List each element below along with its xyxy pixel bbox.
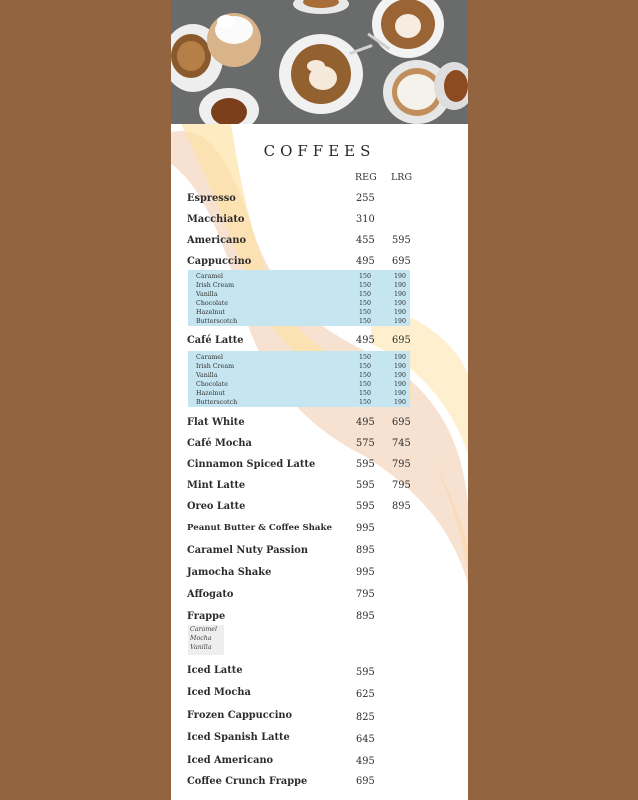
item-reg-price: 595 <box>356 667 375 678</box>
menu-item-iced-americano <box>187 755 427 769</box>
frappe-flavour: Vanilla <box>190 644 212 651</box>
flavour-row <box>196 318 406 327</box>
item-lrg-price: 595 <box>392 235 411 246</box>
menu-item-oreo-latte <box>187 501 427 515</box>
item-name: Peanut Butter & Coffee Shake <box>187 523 332 533</box>
flavour-row <box>196 354 406 363</box>
item-name: Iced Americano <box>187 755 274 766</box>
item-name: Mint Latte <box>187 480 246 491</box>
menu-item-cinnamon-spiced-latte <box>187 459 427 473</box>
flavour-row <box>196 282 406 291</box>
flavour-reg-price: 150 <box>359 354 372 361</box>
item-reg-price: 455 <box>356 235 375 246</box>
flavour-name: Irish Cream <box>196 282 235 289</box>
flavour-row <box>196 399 406 408</box>
item-name: Frozen Cappuccino <box>187 710 293 721</box>
flavour-lrg-price: 190 <box>394 309 407 316</box>
flavour-reg-price: 150 <box>359 381 372 388</box>
menu-item-peanut-butter-shake <box>187 523 427 537</box>
item-name: Iced Spanish Latte <box>187 732 290 743</box>
item-name: Cinnamon Spiced Latte <box>187 459 316 470</box>
flavour-row <box>196 300 406 309</box>
item-reg-price: 595 <box>356 480 375 491</box>
lrg-column-header: LRG <box>391 172 413 183</box>
item-name: Macchiato <box>187 214 245 225</box>
flavour-name: Chocolate <box>196 381 229 388</box>
flavour-reg-price: 150 <box>359 372 372 379</box>
menu-item-caramel-nuty-passion <box>187 545 427 559</box>
flavour-lrg-price: 190 <box>394 291 407 298</box>
flavour-lrg-price: 190 <box>394 354 407 361</box>
flavour-lrg-price: 190 <box>394 363 407 370</box>
menu-item-iced-spanish-latte <box>187 732 427 746</box>
flavour-name: Caramel <box>196 273 224 280</box>
item-reg-price: 895 <box>356 611 375 622</box>
flavour-row <box>196 273 406 282</box>
frappe-flavour: Caramel <box>190 626 218 633</box>
item-lrg-price: 795 <box>392 459 411 470</box>
menu-item-coffee-crunch-frappe <box>187 776 427 790</box>
item-reg-price: 595 <box>356 501 375 512</box>
flavour-reg-price: 150 <box>359 282 372 289</box>
item-reg-price: 495 <box>356 335 375 346</box>
flavour-lrg-price: 190 <box>394 318 407 325</box>
menu-item-jamocha-shake <box>187 567 427 581</box>
menu-item-americano <box>187 235 427 249</box>
item-lrg-price: 695 <box>392 256 411 267</box>
item-reg-price: 310 <box>356 214 375 225</box>
item-name: Café Latte <box>187 335 244 346</box>
flavour-reg-price: 150 <box>359 399 372 406</box>
flavour-reg-price: 150 <box>359 390 372 397</box>
flavour-name: Butterscotch <box>196 399 238 406</box>
flavour-name: Hazelnut <box>196 390 225 397</box>
menu-item-cafe-mocha <box>187 438 427 452</box>
item-lrg-price: 795 <box>392 480 411 491</box>
item-name: Cappuccino <box>187 256 252 267</box>
item-lrg-price: 695 <box>392 335 411 346</box>
flavour-name: Vanilla <box>196 291 218 298</box>
menu-item-espresso <box>187 193 427 207</box>
flavour-row <box>196 372 406 381</box>
flavour-name: Chocolate <box>196 300 229 307</box>
frappe-flavour: Mocha <box>190 635 212 642</box>
item-reg-price: 255 <box>356 193 375 204</box>
menu-item-frappe <box>187 611 427 625</box>
item-name: Iced Mocha <box>187 687 251 698</box>
flavour-reg-price: 150 <box>359 363 372 370</box>
flavour-row <box>196 390 406 399</box>
flavour-name: Hazelnut <box>196 309 225 316</box>
cappuccino-flavour-box <box>188 270 410 326</box>
item-reg-price: 825 <box>356 712 375 723</box>
item-name: Caramel Nuty Passion <box>187 545 308 556</box>
flavour-reg-price: 150 <box>359 300 372 307</box>
menu-item-affogato <box>187 589 427 603</box>
item-reg-price: 575 <box>356 438 375 449</box>
flavour-lrg-price: 190 <box>394 273 407 280</box>
flavour-lrg-price: 190 <box>394 399 407 406</box>
menu-item-iced-mocha <box>187 687 427 701</box>
menu-item-iced-latte <box>187 665 427 679</box>
item-lrg-price: 745 <box>392 438 411 449</box>
item-name: Oreo Latte <box>187 501 246 512</box>
menu-item-macchiato <box>187 214 427 228</box>
flavour-lrg-price: 190 <box>394 300 407 307</box>
item-reg-price: 995 <box>356 523 375 534</box>
menu-title: COFFEES <box>263 142 376 160</box>
item-name: Café Mocha <box>187 438 252 449</box>
flavour-reg-price: 150 <box>359 291 372 298</box>
item-lrg-price: 895 <box>392 501 411 512</box>
item-name: Iced Latte <box>187 665 243 676</box>
item-reg-price: 995 <box>356 567 375 578</box>
flavour-reg-price: 150 <box>359 318 372 325</box>
flavour-row <box>196 363 406 372</box>
menu-item-cappuccino <box>187 256 427 270</box>
item-reg-price: 495 <box>356 417 375 428</box>
flavour-name: Vanilla <box>196 372 218 379</box>
flavour-lrg-price: 190 <box>394 390 407 397</box>
flavour-lrg-price: 190 <box>394 372 407 379</box>
item-reg-price: 595 <box>356 459 375 470</box>
menu-item-flat-white <box>187 417 427 431</box>
flavour-lrg-price: 190 <box>394 381 407 388</box>
item-name: Coffee Crunch Frappe <box>187 776 308 787</box>
item-reg-price: 695 <box>356 776 375 787</box>
latte-flavour-box <box>188 351 410 407</box>
menu-item-frozen-cappuccino <box>187 710 427 724</box>
flavour-name: Caramel <box>196 354 224 361</box>
flavour-name: Butterscotch <box>196 318 238 325</box>
item-name: Frappe <box>187 611 226 622</box>
reg-column-header: REG <box>355 172 377 183</box>
item-name: Jamocha Shake <box>187 567 272 578</box>
item-name: Affogato <box>187 589 234 600</box>
item-reg-price: 895 <box>356 545 375 556</box>
coffee-cups-photo <box>171 0 468 124</box>
item-reg-price: 495 <box>356 756 375 767</box>
flavour-name: Irish Cream <box>196 363 235 370</box>
menu-item-mint-latte <box>187 480 427 494</box>
flavour-row <box>196 309 406 318</box>
menu-panel <box>171 0 468 800</box>
item-reg-price: 645 <box>356 734 375 745</box>
frappe-flavour-box <box>188 625 224 655</box>
item-lrg-price: 695 <box>392 417 411 428</box>
item-reg-price: 625 <box>356 689 375 700</box>
flavour-reg-price: 150 <box>359 273 372 280</box>
flavour-reg-price: 150 <box>359 309 372 316</box>
item-reg-price: 495 <box>356 256 375 267</box>
menu-item-cafe-latte <box>187 335 427 349</box>
flavour-row <box>196 291 406 300</box>
flavour-lrg-price: 190 <box>394 282 407 289</box>
item-name: Flat White <box>187 417 245 428</box>
item-reg-price: 795 <box>356 589 375 600</box>
item-name: Americano <box>187 235 247 246</box>
item-name: Espresso <box>187 193 236 204</box>
flavour-row <box>196 381 406 390</box>
